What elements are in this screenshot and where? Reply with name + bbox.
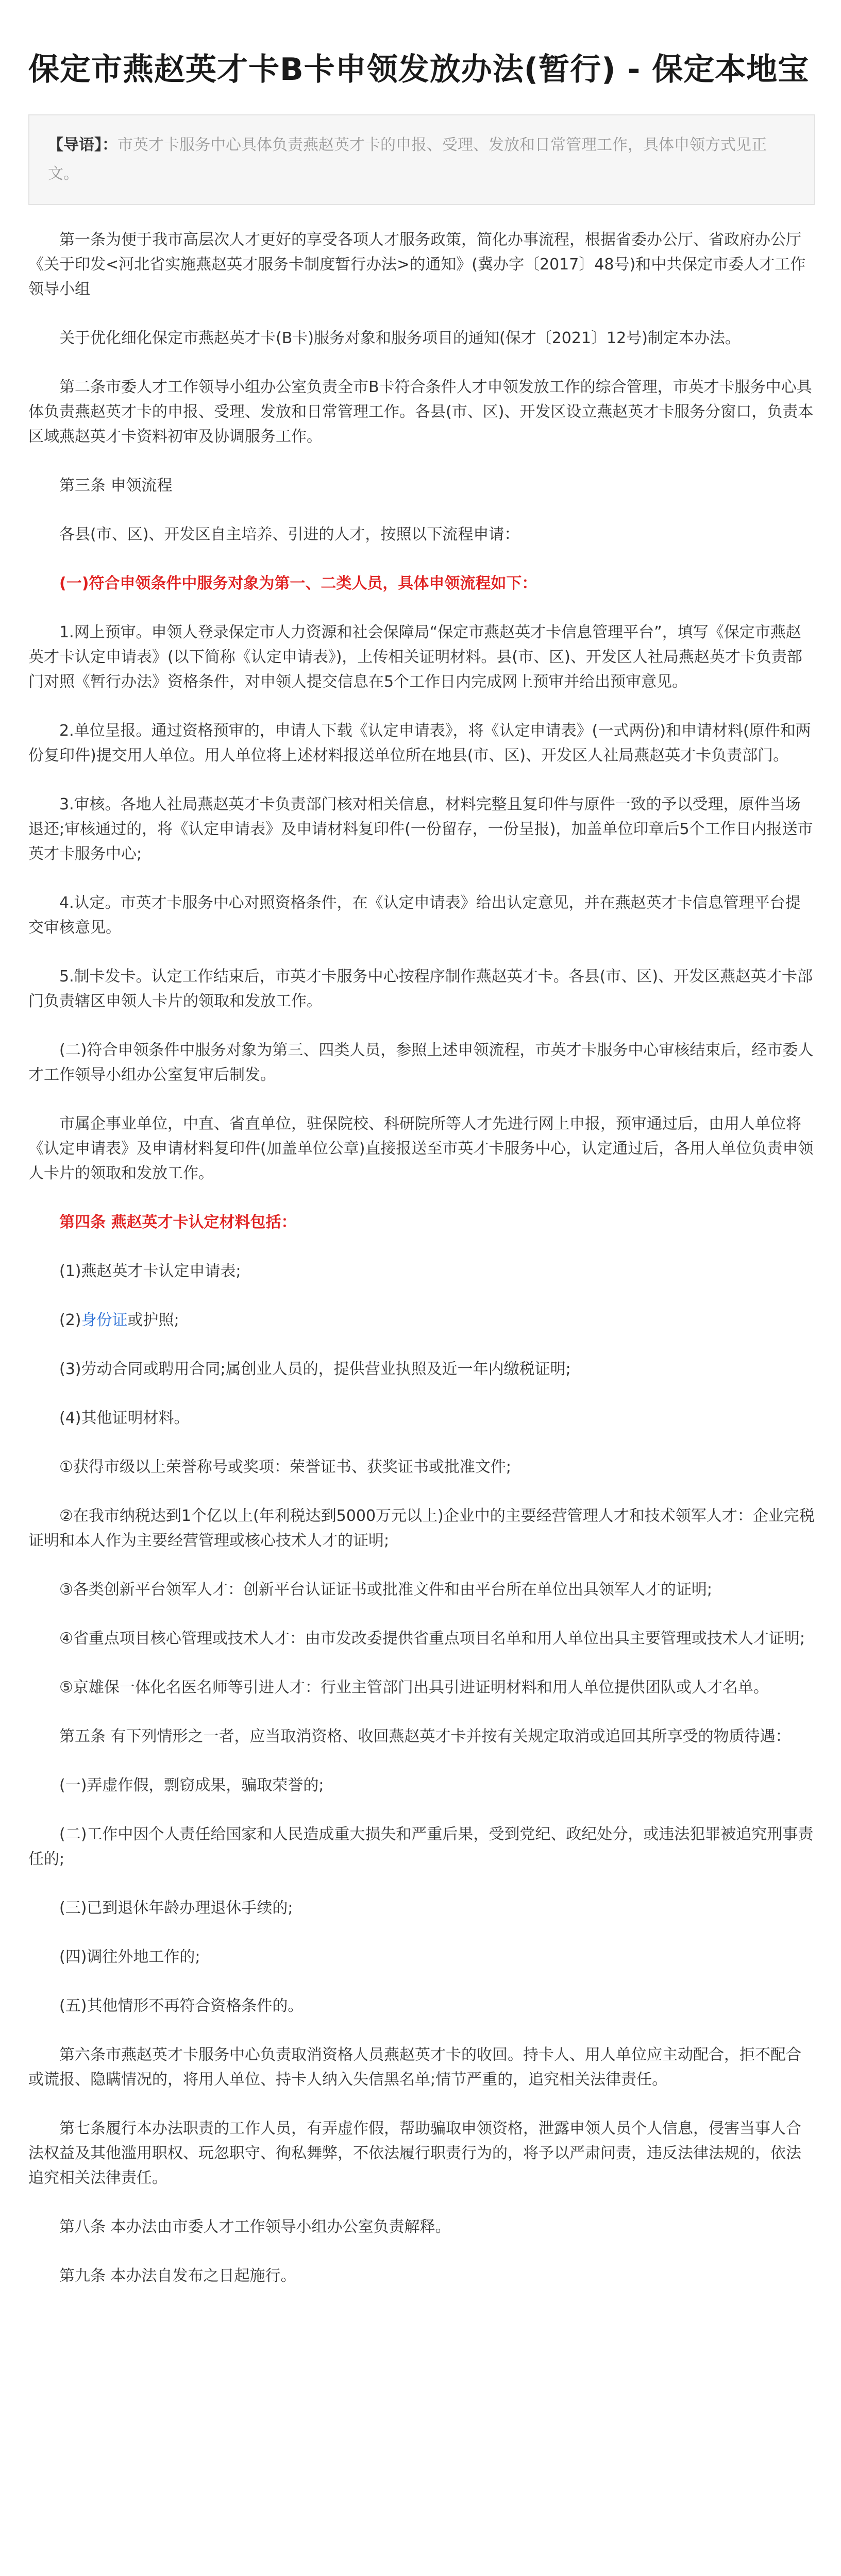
- paragraph: 第二条市委人才工作领导小组办公室负责全市B卡符合条件人才申领发放工作的综合管理，市英才卡服务中心具体负责燕赵英才卡的申报、受理、发放和日常管理工作。各县(市、区)、开发区设立燕赵英才卡服务分窗口，负责本区域燕赵英才卡资料初审及协调服务工作。: [28, 378, 814, 446]
- paragraph: 1.网上预审。申领人登录保定市人力资源和社会保障局“保定市燕赵英才卡信息管理平台”，填写《保定市燕赵英才卡认定申请表》(以下简称《认定申请表》)，上传相关证明材料。县(市、区)、开发区人社局燕赵英才卡负责部门对照《暂行办法》资格条件，对申领人提交信息在5个工作日内完成网上预审并给出预审意见。: [28, 623, 802, 691]
- summary-text: 市英才卡服务中心具体负责燕赵英才卡的申报、受理、发放和日常管理工作，具体申领方式见正文。: [48, 136, 767, 183]
- paragraph: 关于优化细化保定市燕赵英才卡(B卡)服务对象和服务项目的通知(保才〔2021〕12号)制定本办法。: [59, 329, 741, 347]
- article-title: 保定市燕赵英才卡B卡申领发放办法(暂行) - 保定本地宝: [28, 52, 810, 88]
- article-summary: [28, 114, 815, 205]
- paragraph: ②在我市纳税达到1个亿以上(年利税达到5000万元以上)企业中的主要经营管理人才和技术领军人才：企业完税证明和本人作为主要经营管理或核心技术人才的证明;: [28, 1507, 815, 1550]
- paragraph: 3.审核。各地人社局燕赵英才卡负责部门核对相关信息，材料完整且复印件与原件一致的予以受理，原件当场退还;审核通过的，将《认定申请表》及申请材料复印件(一份留存，一份呈报)，加盖单位印章后5个工作日内报送市英才卡服务中心;: [28, 795, 813, 863]
- paragraph: (二)工作中因个人责任给国家和人民造成重大损失和严重后果，受到党纪、政纪处分，或违法犯罪被追究刑事责任的;: [28, 1825, 814, 1868]
- paragraph: 第八条 本办法由市委人才工作领导小组办公室负责解释。: [59, 2218, 451, 2236]
- paragraph: 第三条 申领流程: [59, 477, 173, 495]
- paragraph: (三)已到退休年龄办理退休手续的;: [59, 1899, 293, 1917]
- paragraph: 5.制卡发卡。认定工作结束后，市英才卡服务中心按程序制作燕赵英才卡。各县(市、区)、开发区燕赵英才卡部门负责辖区申领人卡片的领取和发放工作。: [28, 968, 813, 1010]
- paragraph-text: 或护照;: [127, 1311, 179, 1329]
- paragraph: ⑤京雄保一体化名医名师等引进人才：行业主管部门出具引进证明材料和用人单位提供团队或人才名单。: [59, 1679, 769, 1697]
- paragraph: 第四条 燕赵英才卡认定材料包括：: [59, 1213, 297, 1231]
- paragraph-text: (2): [59, 1311, 81, 1329]
- paragraph: (3)劳动合同或聘用合同;属创业人员的，提供营业执照及近一年内缴税证明;: [59, 1360, 571, 1378]
- id-card-link[interactable]: 身份证: [81, 1311, 128, 1329]
- paragraph: 市属企事业单位，中直、省直单位，驻保院校、科研院所等人才先进行网上申报，预审通过后，由用人单位将《认定申请表》及申请材料复印件(加盖单位公章)直接报送至市英才卡服务中心，认定通过后，各用人单位负责申领人卡片的领取和发放工作。: [28, 1115, 814, 1182]
- paragraph: ④省重点项目核心管理或技术人才：由市发改委提供省重点项目名单和用人单位出具主要管理或技术人才证明;: [59, 1630, 805, 1648]
- paragraph: 4.认定。市英才卡服务中心对照资格条件，在《认定申请表》给出认定意见，并在燕赵英才卡信息管理平台提交审核意见。: [28, 894, 801, 937]
- paragraph: 第九条 本办法自发布之日起施行。: [59, 2267, 296, 2285]
- paragraph: (1)燕赵英才卡认定申请表;: [59, 1262, 241, 1280]
- paragraph: (四)调往外地工作的;: [59, 1948, 200, 1966]
- paragraph: 第一条为便于我市高层次人才更好的享受各项人才服务政策，简化办事流程，根据省委办公厅、省政府办公厅《关于印发<河北省实施燕赵英才服务卡制度暂行办法>的通知》(冀办字〔2017〕48号)和中共保定市委人才工作领导小组: [28, 231, 806, 298]
- paragraph: 2.单位呈报。通过资格预审的，申请人下载《认定申请表》，将《认定申请表》(一式两份)和申请材料(原件和两份复印件)提交用人单位。用人单位将上述材料报送单位所在地县(市、区)、开发区人社局燕赵英才卡负责部门。: [28, 722, 811, 765]
- paragraph: 第五条 有下列情形之一者，应当取消资格、收回燕赵英才卡并按有关规定取消或追回其所享受的物质待遇：: [59, 1727, 791, 1745]
- paragraph: [28, 1308, 815, 1333]
- paragraph: 第六条市燕赵英才卡服务中心负责取消资格人员燕赵英才卡的收回。持卡人、用人单位应主动配合，拒不配合或谎报、隐瞒情况的，将用人单位、持卡人纳入失信黑名单;情节严重的，追究相关法律责任。: [28, 2046, 801, 2089]
- paragraph: (4)其他证明材料。: [59, 1409, 190, 1427]
- summary-label: 【导语】：: [48, 136, 117, 154]
- paragraph: ①获得市级以上荣誉称号或奖项：荣誉证书、获奖证书或批准文件;: [59, 1458, 512, 1476]
- paragraph: 各县(市、区)、开发区自主培养、引进的人才，按照以下流程申请：: [59, 526, 520, 544]
- paragraph: (五)其他情形不再符合资格条件的。: [59, 1997, 304, 2015]
- paragraph: (二)符合申领条件中服务对象为第三、四类人员，参照上述申领流程，市英才卡服务中心审核结束后，经市委人才工作领导小组办公室复审后制发。: [28, 1041, 814, 1084]
- paragraph: 第七条履行本办法职责的工作人员，有弄虚作假，帮助骗取申领资格，泄露申领人员个人信息，侵害当事人合法权益及其他滥用职权、玩忽职守、徇私舞弊，不依法履行职责行为的，将予以严肃问责，违反法律法规的，依法追究相关法律责任。: [28, 2120, 801, 2187]
- paragraph: (一)弄虚作假，剽窃成果，骗取荣誉的;: [59, 1776, 324, 1794]
- paragraph: ③各类创新平台领军人才：创新平台认证证书或批准文件和由平台所在单位出具领军人才的证明;: [59, 1581, 713, 1599]
- article-body: [28, 228, 815, 2289]
- paragraph: (一)符合申领条件中服务对象为第一、二类人员，具体申领流程如下：: [59, 574, 537, 592]
